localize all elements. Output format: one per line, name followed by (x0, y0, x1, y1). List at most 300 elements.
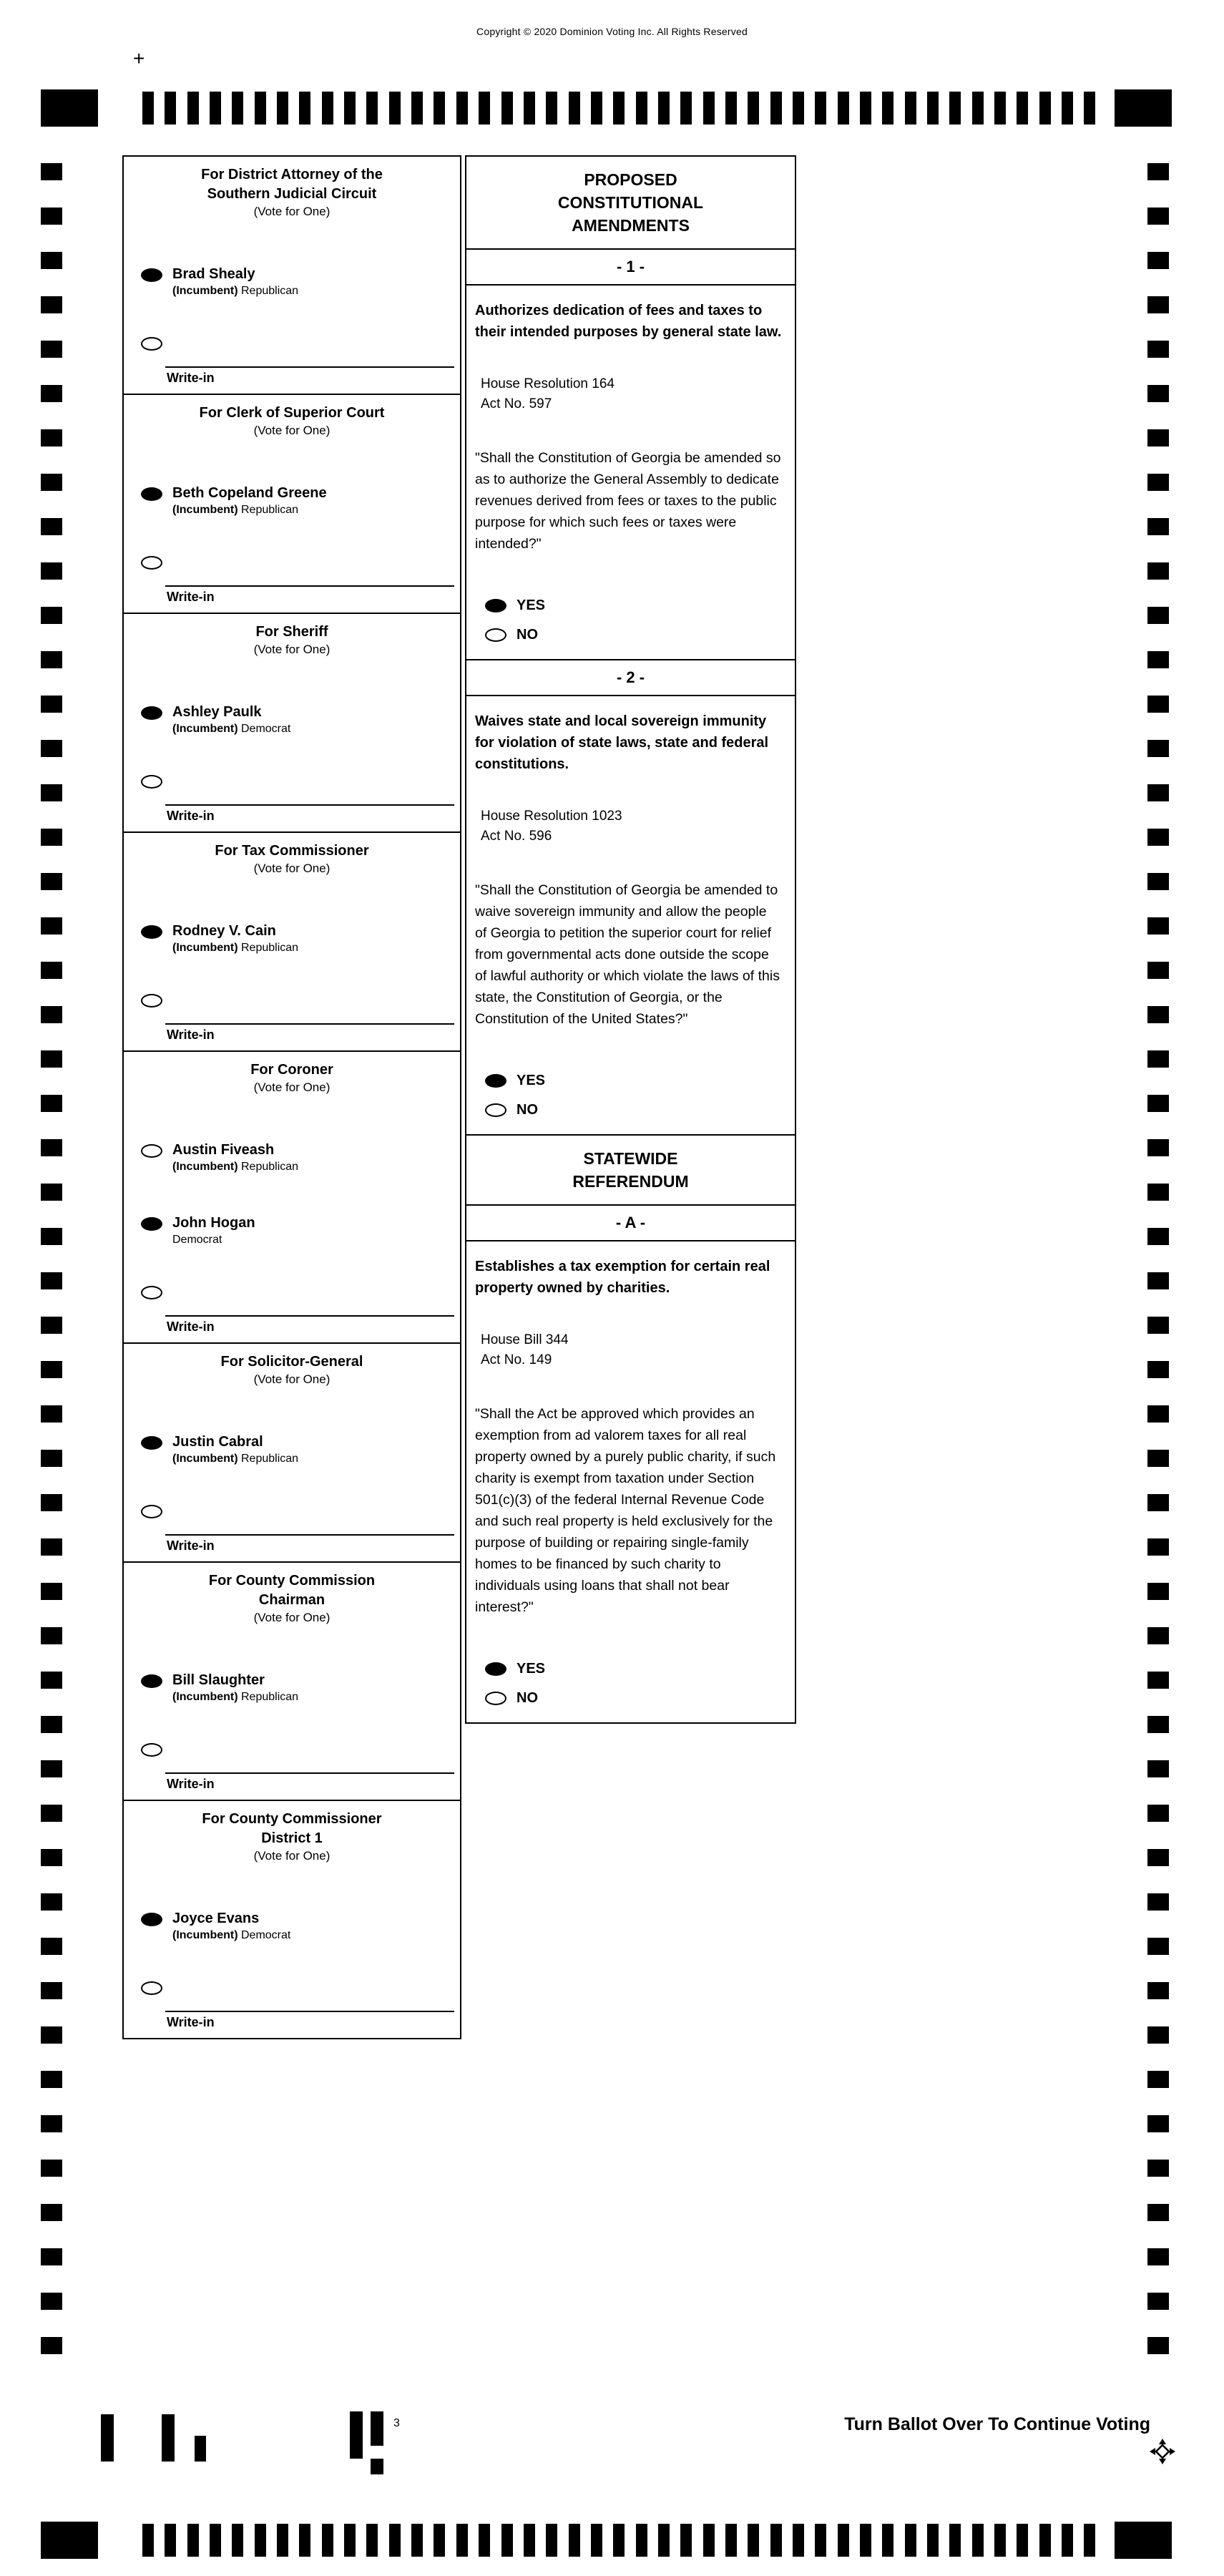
stub-bar (371, 2411, 383, 2446)
timing-mark (1147, 2204, 1169, 2221)
timing-mark (41, 1317, 62, 1334)
timing-mark (1147, 2337, 1169, 2354)
timing-mark (1147, 2160, 1169, 2177)
option-label: NO (516, 627, 538, 643)
contest-title-line: For Clerk of Superior Court (199, 405, 385, 421)
registration-plus-mark: + (133, 47, 145, 69)
timing-mark (479, 92, 490, 125)
measure-options (485, 1073, 795, 1118)
option-row (485, 1690, 795, 1707)
measure-box (465, 1204, 796, 1724)
vote-instruction: (Vote for One) (253, 643, 331, 656)
timing-mark (41, 1139, 62, 1156)
timing-mark (41, 163, 62, 180)
timing-mark (142, 92, 154, 125)
timing-mark (434, 92, 445, 125)
party-label: Republican (241, 1161, 299, 1173)
write-in-label: Write-in (167, 1538, 215, 1553)
timing-mark (860, 92, 871, 125)
timing-mark (882, 92, 893, 125)
timing-mark (680, 2524, 692, 2557)
candidate-name: Ashley Paulk (172, 704, 262, 720)
candidate-detail (172, 1689, 298, 1704)
timing-mark (838, 2524, 849, 2557)
timing-mark (636, 2524, 647, 2557)
timing-mark (1147, 2071, 1169, 2088)
candidate-row (124, 1174, 460, 1247)
stub-bar (195, 2436, 206, 2462)
measure-ref-line: Act No. 596 (481, 829, 552, 844)
measure-options (485, 597, 795, 643)
timing-mark (210, 2524, 221, 2557)
stub-mark-glyph: 3 (393, 2417, 400, 2429)
timing-mark (569, 92, 580, 125)
timing-mark (41, 1938, 62, 1955)
timing-mark (299, 2524, 310, 2557)
write-in-label: Write-in (167, 809, 215, 823)
timing-mark (524, 2524, 535, 2557)
top-timing-bars (142, 92, 1096, 125)
timing-mark (277, 2524, 288, 2557)
timing-mark (41, 1760, 62, 1777)
option-label: YES (516, 1073, 546, 1088)
timing-mark (41, 1184, 62, 1201)
measure-number: - 1 - (466, 250, 795, 286)
contest-title (124, 395, 460, 423)
timing-mark (41, 474, 62, 491)
bottom-timing-row (41, 2522, 1172, 2559)
party-label: Democrat (241, 1929, 291, 1941)
measure-refs (481, 374, 795, 414)
timing-mark (255, 2524, 266, 2557)
write-in-label: Write-in (167, 590, 215, 604)
measure-question: "Shall the Constitution of Georgia be amended to waive sovereign immunity and allow the people of Georgia to petition the superior court for relief from governmental acts done outside the scope of lawful authority or which violate the laws of this state, the Constitution of Georgia, or the Constitution of the United States?" (475, 882, 780, 1027)
timing-mark (882, 2524, 893, 2557)
incumbent-label: (Incumbent) (172, 1691, 238, 1703)
timing-mark (1147, 2115, 1169, 2132)
contest-title-line: For County Commissioner (202, 1811, 382, 1827)
timing-mark (1147, 296, 1169, 313)
timing-block-left (41, 89, 98, 127)
contest-title-line: Chairman (258, 1592, 325, 1608)
contest-title (124, 614, 460, 642)
vote-instruction: (Vote for One) (253, 205, 331, 218)
candidate-row (124, 225, 460, 298)
timing-mark (1147, 1095, 1169, 1112)
candidate-list (124, 1631, 460, 1704)
timing-mark (41, 696, 62, 713)
contest-title-line: For Sheriff (255, 624, 328, 640)
write-in-row (124, 955, 460, 1008)
candidate-name: Beth Copeland Greene (172, 485, 327, 501)
timing-mark (1147, 518, 1169, 535)
write-in-bubble[interactable] (141, 775, 162, 789)
timing-mark (1147, 696, 1169, 713)
candidate-name: Austin Fiveash (172, 1142, 275, 1158)
section-header-line: PROPOSED (584, 170, 677, 189)
measure-options (485, 1661, 795, 1707)
timing-mark (165, 92, 176, 125)
vote-instruction: (Vote for One) (253, 1849, 331, 1863)
timing-mark (1147, 1893, 1169, 1911)
contest-title (124, 157, 460, 204)
timing-mark (456, 92, 468, 125)
candidate-detail (172, 721, 290, 736)
candidate-row (124, 882, 460, 955)
measure-number: - 2 - (466, 660, 795, 696)
timing-mark (994, 2524, 1006, 2557)
timing-mark (187, 2524, 199, 2557)
timing-mark (41, 252, 62, 269)
timing-mark (1147, 917, 1169, 935)
measure-question: "Shall the Constitution of Georgia be amended so as to authorize the General Assembly to dedicate revenues derived from fees or taxes to the public purpose for which such fees or taxes were intended?" (475, 450, 781, 552)
measure-summary: Establishes a tax exemption for certain real property owned by charities. (475, 1259, 770, 1296)
timing-mark (1147, 2248, 1169, 2265)
timing-mark (546, 2524, 557, 2557)
timing-mark (1017, 2524, 1028, 2557)
timing-mark (456, 2524, 468, 2557)
vote-instruction: (Vote for One) (253, 1080, 331, 1094)
write-in-row (124, 1704, 460, 1757)
candidate-list (124, 663, 460, 736)
timing-mark (905, 2524, 916, 2557)
measure-ref-line: Act No. 597 (481, 396, 552, 411)
candidate-row (124, 1631, 460, 1704)
timing-mark (770, 2524, 782, 2557)
timing-mark (41, 607, 62, 624)
stub-bar (350, 2411, 363, 2459)
measure-summary: Authorizes dedication of fees and taxes to their intended purposes by general state law. (475, 303, 782, 340)
vote-instruction: (Vote for One) (253, 424, 331, 437)
timing-block-left (41, 2522, 98, 2559)
candidate-list (124, 444, 460, 517)
write-in-label: Write-in (167, 2015, 215, 2029)
contest-title (124, 1563, 460, 1610)
timing-mark (1147, 740, 1169, 757)
timing-mark (41, 1716, 62, 1733)
timing-mark (344, 2524, 356, 2557)
timing-mark (1017, 92, 1028, 125)
measures-column (465, 155, 796, 1724)
candidate-name: Joyce Evans (172, 1911, 260, 1926)
timing-mark (41, 1583, 62, 1600)
timing-mark (41, 1538, 62, 1556)
party-label: Democrat (172, 1234, 222, 1246)
contest-title-line: For Coroner (250, 1062, 333, 1078)
timing-mark (1147, 651, 1169, 668)
section-header-line: AMENDMENTS (572, 216, 690, 235)
timing-mark (41, 1494, 62, 1511)
timing-mark (165, 2524, 176, 2557)
party-label: Republican (241, 504, 299, 516)
timing-mark (658, 92, 670, 125)
candidate-row (124, 444, 460, 517)
section-header-line: REFERENDUM (572, 1172, 689, 1191)
timing-mark (838, 92, 849, 125)
timing-mark (949, 92, 961, 125)
timing-mark (142, 2524, 154, 2557)
write-in-row (124, 736, 460, 789)
timing-mark (41, 1982, 62, 1999)
measure-ref-line: Act No. 149 (481, 1352, 552, 1367)
candidate-list (124, 1393, 460, 1466)
timing-mark (389, 92, 401, 125)
timing-mark (1147, 1716, 1169, 1733)
candidate-name: John Hogan (172, 1215, 255, 1231)
timing-mark (658, 2524, 670, 2557)
candidate-bubble-filled[interactable] (141, 925, 162, 939)
incumbent-label: (Incumbent) (172, 285, 238, 297)
contest-box (122, 1561, 461, 1801)
timing-mark (1147, 1361, 1169, 1378)
timing-mark (41, 962, 62, 979)
timing-mark (41, 562, 62, 580)
timing-mark (41, 873, 62, 890)
timing-mark (41, 429, 62, 447)
timing-mark (1147, 1317, 1169, 1334)
timing-mark (636, 92, 647, 125)
timing-mark (1147, 562, 1169, 580)
candidate-name: Rodney V. Cain (172, 923, 276, 939)
timing-mark (1147, 2293, 1169, 2310)
contest-title (124, 1344, 460, 1372)
option-bubble-filled[interactable] (485, 599, 506, 613)
candidate-bubble-filled[interactable] (141, 1217, 162, 1231)
timing-mark (41, 1849, 62, 1866)
vote-instruction: (Vote for One) (253, 1372, 331, 1386)
measure-summary: Waives state and local sovereign immunity for violation of state laws, state and federal constitutions. (475, 713, 769, 772)
candidate-list (124, 1870, 460, 1943)
option-bubble-filled[interactable] (485, 1074, 506, 1088)
timing-mark (41, 1805, 62, 1822)
timing-mark (748, 92, 759, 125)
timing-mark (41, 2248, 62, 2265)
write-in-label: Write-in (167, 1319, 215, 1334)
candidate-list (124, 882, 460, 955)
timing-mark (613, 92, 625, 125)
timing-mark (1147, 208, 1169, 225)
section-header (465, 1134, 796, 1206)
timing-mark (41, 740, 62, 757)
candidate-detail (172, 502, 327, 517)
timing-mark (41, 651, 62, 668)
write-in-row (124, 298, 460, 351)
write-in-bubble[interactable] (141, 1743, 162, 1757)
candidate-detail (172, 940, 298, 955)
timing-mark (41, 385, 62, 402)
stub-bar (371, 2459, 383, 2474)
timing-mark (1147, 1184, 1169, 1201)
candidate-detail (172, 283, 298, 298)
write-in-bubble[interactable] (141, 994, 162, 1008)
write-in-bubble[interactable] (141, 1286, 162, 1299)
top-timing-row (41, 89, 1172, 127)
timing-mark (366, 92, 378, 125)
write-in-row (124, 1466, 460, 1518)
write-in-bubble[interactable] (141, 1505, 162, 1518)
candidate-name: Bill Slaughter (172, 1672, 265, 1688)
timing-mark (1147, 873, 1169, 890)
timing-mark (41, 1228, 62, 1245)
write-in-bubble[interactable] (141, 337, 162, 351)
write-in-row (124, 517, 460, 570)
timing-mark (725, 92, 737, 125)
candidate-detail (172, 1159, 298, 1174)
timing-mark (1147, 1805, 1169, 1822)
timing-mark (949, 2524, 961, 2557)
timing-mark (927, 2524, 939, 2557)
timing-mark (972, 2524, 984, 2557)
timing-mark (927, 92, 939, 125)
candidate-bubble-filled[interactable] (141, 487, 162, 501)
timing-mark (232, 2524, 243, 2557)
incumbent-label: (Incumbent) (172, 504, 238, 516)
timing-mark (703, 2524, 715, 2557)
timing-mark (41, 1272, 62, 1289)
vote-instruction: (Vote for One) (253, 862, 331, 875)
timing-mark (1147, 252, 1169, 269)
timing-mark (1084, 92, 1095, 125)
timing-mark (546, 92, 557, 125)
measure-box (465, 659, 796, 1136)
timing-mark (905, 92, 916, 125)
party-label: Republican (241, 285, 299, 297)
timing-mark (187, 92, 199, 125)
timing-mark (501, 92, 513, 125)
timing-mark (389, 2524, 401, 2557)
candidate-row (124, 663, 460, 736)
turn-ballot-text: Turn Ballot Over To Continue Voting (844, 2414, 1150, 2434)
timing-mark (1147, 1760, 1169, 1777)
timing-mark (1147, 2026, 1169, 2044)
timing-mark (41, 1450, 62, 1467)
write-in-bubble[interactable] (141, 556, 162, 570)
timing-mark (591, 2524, 602, 2557)
option-label: YES (516, 597, 546, 613)
right-timing-column (1147, 163, 1169, 2354)
timing-mark (479, 2524, 490, 2557)
timing-mark (1147, 1228, 1169, 1245)
candidate-detail (172, 1232, 255, 1247)
timing-mark (1084, 2524, 1095, 2557)
timing-mark (41, 296, 62, 313)
timing-mark (299, 92, 310, 125)
write-in-row (124, 1247, 460, 1299)
timing-mark (411, 92, 423, 125)
timing-mark (1147, 1050, 1169, 1068)
candidate-bubble-filled[interactable] (141, 1436, 162, 1450)
incumbent-label: (Incumbent) (172, 1453, 238, 1465)
contest-box (122, 155, 461, 395)
contest-title (124, 1052, 460, 1080)
timing-mark (860, 2524, 871, 2557)
candidate-bubble-filled[interactable] (141, 1913, 162, 1926)
timing-mark (1147, 1450, 1169, 1467)
timing-mark (524, 92, 535, 125)
candidate-list (124, 1101, 460, 1247)
timing-mark (1147, 385, 1169, 402)
write-in-bubble[interactable] (141, 1981, 162, 1995)
timing-mark (41, 917, 62, 935)
candidate-bubble-filled[interactable] (141, 706, 162, 720)
option-bubble[interactable] (485, 628, 506, 642)
contest-box (122, 1800, 461, 2039)
option-bubble[interactable] (485, 1692, 506, 1705)
timing-mark (1147, 429, 1169, 447)
measure-number: - A - (466, 1206, 795, 1241)
timing-mark (411, 2524, 423, 2557)
measure-ref-line: House Bill 344 (481, 1332, 569, 1347)
contest-title (124, 833, 460, 861)
measure-ref-line: House Resolution 1023 (481, 809, 622, 824)
timing-mark (725, 2524, 737, 2557)
candidate-row (124, 1393, 460, 1466)
left-timing-column (41, 163, 62, 2354)
timing-mark (41, 341, 62, 358)
option-label: NO (516, 1102, 538, 1118)
timing-mark (815, 2524, 826, 2557)
timing-mark (1147, 784, 1169, 801)
timing-mark (569, 2524, 580, 2557)
contest-box (122, 613, 461, 833)
timing-mark (232, 92, 243, 125)
timing-mark (1147, 1272, 1169, 1289)
measure-refs (481, 1330, 795, 1370)
incumbent-label: (Incumbent) (172, 942, 238, 954)
timing-mark (41, 1893, 62, 1911)
candidate-name: Brad Shealy (172, 266, 255, 282)
write-in-row (124, 1943, 460, 1995)
option-row (485, 1661, 795, 1677)
candidate-detail (172, 1451, 298, 1466)
timing-mark (680, 92, 692, 125)
contest-title-line: For County Commission (208, 1573, 376, 1589)
timing-mark (41, 829, 62, 846)
timing-mark (793, 92, 804, 125)
timing-mark (994, 92, 1006, 125)
incumbent-label: (Incumbent) (172, 723, 238, 735)
timing-mark (41, 2160, 62, 2177)
timing-mark (770, 92, 782, 125)
candidate-list (124, 225, 460, 298)
timing-mark (1147, 607, 1169, 624)
contest-title-line: For Solicitor-General (220, 1354, 363, 1370)
vote-instruction: (Vote for One) (253, 1611, 331, 1624)
candidate-row (124, 1101, 460, 1174)
timing-block-right (1115, 89, 1172, 127)
option-bubble[interactable] (485, 1103, 506, 1117)
timing-mark (591, 92, 602, 125)
timing-mark (1147, 474, 1169, 491)
timing-mark (1147, 1583, 1169, 1600)
candidate-bubble[interactable] (141, 1144, 162, 1158)
timing-mark (322, 2524, 333, 2557)
write-in-label: Write-in (167, 1028, 215, 1042)
candidate-bubble-filled[interactable] (141, 268, 162, 282)
timing-mark (1147, 1538, 1169, 1556)
contest-title-line: Southern Judicial Circuit (207, 186, 377, 202)
option-bubble-filled[interactable] (485, 1662, 506, 1676)
timing-mark (1039, 2524, 1051, 2557)
candidate-row (124, 1870, 460, 1943)
timing-mark (748, 2524, 759, 2557)
timing-mark (1147, 1672, 1169, 1689)
candidate-name: Justin Cabral (172, 1434, 263, 1450)
party-label: Republican (241, 942, 299, 954)
candidate-bubble-filled[interactable] (141, 1674, 162, 1688)
timing-mark (41, 2204, 62, 2221)
timing-mark (41, 1050, 62, 1068)
